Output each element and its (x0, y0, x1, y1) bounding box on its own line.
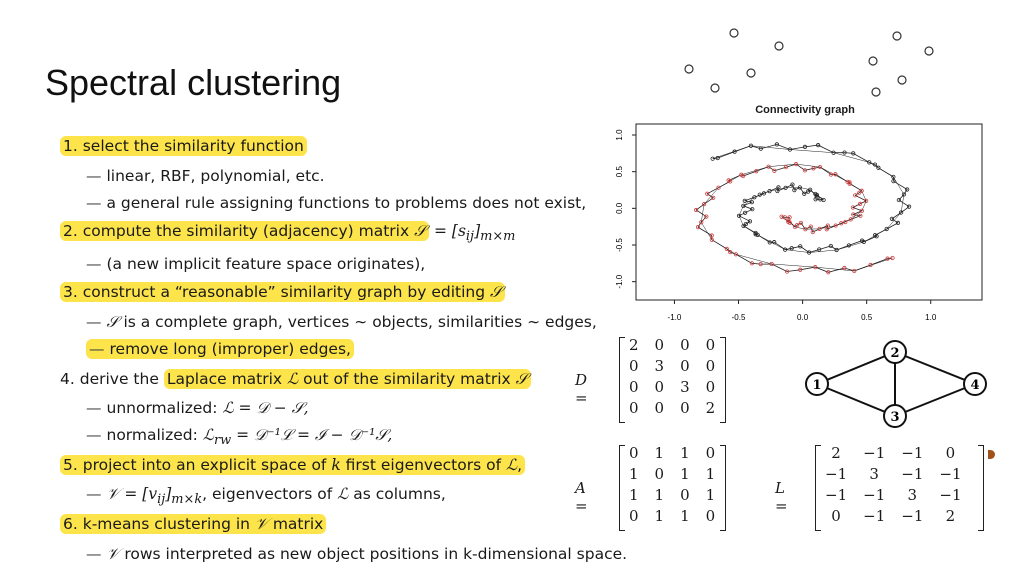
step-1-sub-b: — a general rule assigning functions to problems does not exist, (86, 194, 587, 212)
black-spiral-edge (743, 197, 754, 206)
matrix-D-row (621, 377, 723, 398)
matrix-A-cell: 0 (705, 507, 716, 525)
scatter-circles (670, 18, 950, 108)
matrix-A-cell: 0 (680, 486, 690, 504)
graph-node-2-label: 2 (890, 346, 900, 361)
black-spiral-edges (713, 144, 909, 252)
chart-title: Connectivity graph (755, 104, 855, 116)
slide-title: Spectral clustering (45, 62, 342, 103)
matrix-D-cell: 0 (705, 357, 716, 375)
step-2-sub-a: — (a new implicit feature space originates), (86, 255, 426, 273)
x-tick-label: -1.0 (667, 313, 682, 322)
connectivity-graph-plot (600, 118, 990, 328)
red-spiral-edge (836, 219, 851, 225)
graph-diagram (795, 335, 995, 435)
red-spiral-edge (704, 188, 718, 204)
step-3-sub-b: — remove long (improper) edges, (86, 339, 354, 359)
matrix-A-label: A = (575, 479, 588, 515)
graph-node-1-label: 1 (812, 378, 822, 393)
red-spiral-edge (712, 240, 736, 255)
step-4-sub-b: — normalized: ℒ$_{rw}$ = 𝒟⁻¹ℒ = ℐ − 𝒟⁻¹𝒮, (86, 426, 393, 449)
matrix-D-cell: 0 (629, 399, 639, 417)
y-tick-label: 0.0 (615, 202, 624, 214)
x-tick-label: -0.5 (731, 313, 746, 322)
matrix-D-cell: 0 (680, 399, 690, 417)
step-3-sub-a: — 𝒮 is a complete graph, vertices ∼ objects, similarities ∼ edges, (86, 313, 597, 331)
black-spiral-edge (869, 162, 893, 177)
matrix-D-cell: 0 (705, 378, 716, 396)
matrix-D-cell: 3 (680, 378, 690, 396)
black-spiral-edge (744, 226, 758, 235)
y-tick-label: 0.5 (615, 166, 624, 178)
matrix-L-row (817, 443, 970, 464)
matrix-A-cell: 0 (629, 507, 639, 525)
matrix-A-cell: 1 (654, 444, 665, 462)
matrix-D-cell: 0 (680, 357, 690, 375)
black-spiral-edge (754, 191, 769, 197)
slide-marker (988, 450, 995, 459)
step-1-sub-a: — linear, RBF, polynomial, etc. (86, 167, 325, 185)
matrix-L-row (817, 485, 970, 506)
matrix-D-row (621, 398, 723, 419)
step-2: 2. compute the similarity (adjacency) matrix 𝒮 = $[s_{ij}]_{m\times m}$ (60, 221, 515, 247)
matrix-A-cell: 0 (629, 444, 639, 462)
matrix-L-cell: −1 (863, 486, 886, 504)
matrix-L-cell: −1 (863, 507, 886, 525)
step-4-sub-a: — unnormalized: ℒ = 𝒟 − 𝒮, (86, 399, 309, 417)
matrix-A-row (621, 443, 723, 464)
matrix-D-cell: 0 (654, 336, 665, 354)
matrix-L-cell: −1 (825, 486, 848, 504)
black-spiral-edge (810, 190, 815, 194)
matrix-L-cell: −1 (863, 444, 886, 462)
graph-node-3-label: 3 (890, 410, 900, 425)
matrix-D-row (621, 356, 723, 377)
matrix-A-row (621, 506, 723, 527)
plot-frame (636, 124, 982, 300)
matrix-D-cell: 0 (629, 378, 639, 396)
step-3: 3. construct a “reasonable” similarity graph by editing 𝒮 (60, 282, 505, 302)
matrix-A-cell: 1 (705, 465, 716, 483)
y-tick-label: -0.5 (615, 238, 624, 252)
red-spiral-edges (696, 164, 892, 272)
matrix-D-cell: 2 (705, 399, 716, 417)
matrix-D-cell: 0 (654, 378, 665, 396)
matrix-L-cell: −1 (825, 465, 848, 483)
matrix-A-cell: 1 (629, 486, 639, 504)
matrix-D-row (621, 335, 723, 356)
y-tick-label: 1.0 (615, 129, 624, 141)
matrix-A-cell: 0 (705, 444, 716, 462)
matrix-A-cell: 1 (680, 444, 690, 462)
matrix-L-cell: 0 (945, 444, 956, 462)
matrix-L-table (817, 443, 970, 527)
graph-node-4-label: 4 (970, 378, 980, 393)
step-1: 1. select the similarity function (60, 136, 307, 156)
step-6-sub-a: — 𝒱 rows interpreted as new object positions in k-dimensional space. (86, 545, 628, 563)
matrix-A-cell: 1 (680, 507, 690, 525)
black-spiral-edge (790, 150, 834, 153)
matrix-A-cell: 1 (680, 465, 690, 483)
step-5-sub-a: — 𝒱 = $[v_{ij}]_{m\times k}$, eigenvectors of ℒ as columns, (86, 485, 446, 508)
matrix-L-cell: −1 (939, 486, 962, 504)
step-5: 5. project into an explicit space of k first eigenvectors of ℒ, (60, 455, 525, 475)
matrix-A-cell: 1 (654, 486, 665, 504)
matrix-L-cell: −1 (939, 465, 962, 483)
step-4: 4. derive the Laplace matrix ℒ out of the similarity matrix 𝒮 (60, 369, 531, 389)
matrix-A-table (621, 443, 723, 527)
matrix-L-cell: 2 (831, 444, 841, 462)
matrix-L-cell: 2 (945, 507, 956, 525)
matrix-D-cell: 0 (705, 336, 716, 354)
y-tick-label: -1.0 (615, 274, 624, 289)
matrix-D-cell: 3 (654, 357, 665, 375)
matrix-L-row (817, 506, 970, 527)
matrix-A-row (621, 485, 723, 506)
x-tick-label: 0.5 (861, 313, 873, 322)
matrix-A-cell: 1 (629, 465, 639, 483)
black-spiral-edge (893, 177, 904, 194)
matrix-D-cell: 0 (629, 357, 639, 375)
matrix-L-cell: 3 (869, 465, 879, 483)
matrix-L-cell: 3 (907, 486, 918, 504)
matrix-L-cell: −1 (901, 465, 924, 483)
red-spiral-edge (851, 211, 862, 220)
matrix-D-cell: 0 (680, 336, 690, 354)
matrix-L-row (817, 464, 970, 485)
matrix-D-label: D = (575, 371, 588, 407)
matrix-A-cell: 1 (654, 507, 665, 525)
matrix-L-cell: −1 (901, 444, 924, 462)
x-tick-label: 1.0 (925, 313, 937, 322)
matrix-D-table (621, 335, 723, 419)
black-spiral-edge (887, 213, 901, 229)
red-spiral-edge (772, 264, 816, 267)
red-spiral-edge (790, 223, 795, 227)
matrix-L-cell: −1 (901, 507, 924, 525)
x-tick-label: 0.0 (797, 313, 809, 322)
matrix-D-cell: 0 (654, 399, 665, 417)
matrix-A-cell: 0 (654, 465, 665, 483)
matrix-D-cell: 2 (629, 336, 639, 354)
matrix-L-cell: 0 (831, 507, 841, 525)
red-spiral-edge (701, 222, 712, 239)
matrix-L-label: L = (775, 479, 788, 515)
matrix-A-cell: 1 (705, 486, 716, 504)
step-6: 6. k-means clustering in 𝒱 matrix (60, 514, 326, 534)
matrix-A-row (621, 464, 723, 485)
red-spiral-edge (848, 182, 862, 191)
